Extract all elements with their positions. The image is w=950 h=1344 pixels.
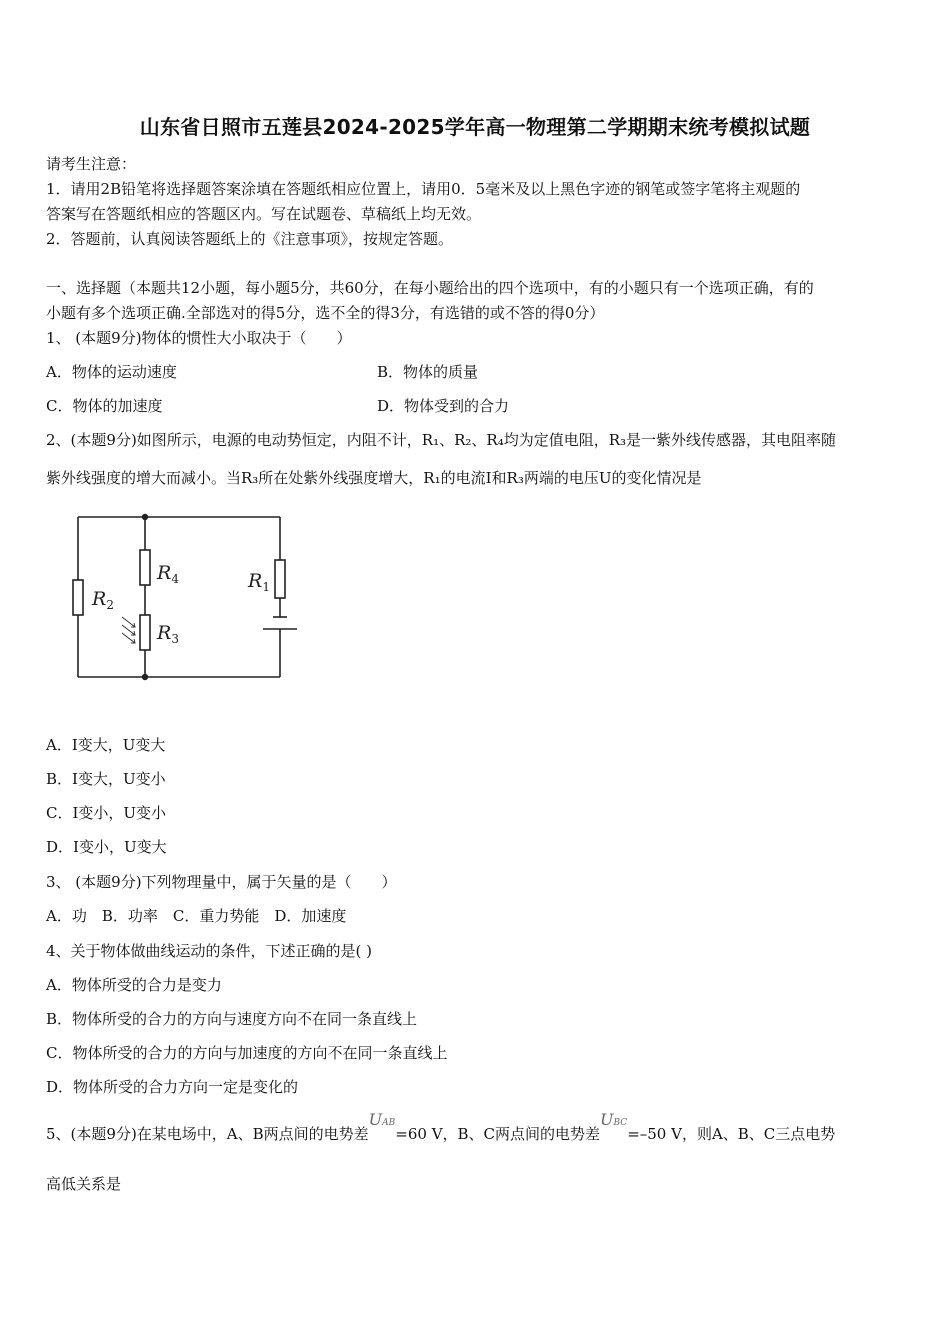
q1-option-a: A．物体的运动速度 xyxy=(46,363,177,381)
r4-resistor-icon xyxy=(140,550,150,585)
q1-option-b: B．物体的质量 xyxy=(377,363,479,381)
q3-stem: 3、 (本题9分)下列物理量中，属于矢量的是（ ） xyxy=(46,873,397,891)
q2-option-a: A．I变大，U变大 xyxy=(46,736,166,754)
q5-part-1: 5、(本题9分)在某电场中，A、B两点间的电势差 xyxy=(46,1125,369,1143)
junction-top-dot xyxy=(142,514,148,520)
section-instructions-line-2: 小题有多个选项正确.全部选对的得5分，选不全的得3分，有选错的或不答的得0分） xyxy=(46,304,605,322)
notice-line-2: 2．答题前，认真阅读答题纸上的《注意事项》，按规定答题。 xyxy=(46,230,454,248)
q5-stem-line-1 xyxy=(46,1110,836,1144)
r3-label: $R_3$ xyxy=(157,622,179,646)
q5-stem-line-2: 高低关系是 xyxy=(46,1175,122,1193)
battery-icon xyxy=(263,617,297,629)
r2-resistor-icon xyxy=(73,580,83,615)
q2-option-c: C．I变小，U变小 xyxy=(46,804,167,822)
notice-line-1a: 1．请用2B铅笔将选择题答案涂填在答题纸相应位置上，请用0．5毫米及以上黑色字迹的钢笔或签字笔将主观题的 xyxy=(46,180,801,198)
r4-label: $R_4$ xyxy=(157,562,179,586)
q4-stem: 4、关于物体做曲线运动的条件，下述正确的是( ) xyxy=(46,942,373,960)
q2-option-b: B．I变大，U变小 xyxy=(46,770,166,788)
junction-bottom-dot xyxy=(142,674,148,680)
q5-u-bc: UBC xyxy=(600,1110,628,1129)
r1-resistor-icon xyxy=(275,560,285,598)
q5-u-ab: UAB xyxy=(368,1110,396,1129)
q5-part-2: =60 V，B、C两点间的电势差 xyxy=(395,1125,601,1143)
q1-option-c: C．物体的加速度 xyxy=(46,397,163,415)
q3-options: A．功 B．功率 C．重力势能 D．加速度 xyxy=(46,907,347,925)
q1-stem: 1、 (本题9分)物体的惯性大小取决于（ ） xyxy=(46,329,352,347)
q2-option-d: D．I变小，U变大 xyxy=(46,838,167,856)
page-title: 山东省日照市五莲县2024-2025学年高一物理第二学期期末统考模拟试题 xyxy=(139,115,811,139)
q4-option-b: B．物体所受的合力的方向与速度方向不在同一条直线上 xyxy=(46,1010,418,1028)
notice-line-1b: 答案写在答题纸相应的答题区内。写在试题卷、草稿纸上均无效。 xyxy=(46,205,482,223)
uv-light-arrows-icon xyxy=(122,617,135,643)
circuit-diagram xyxy=(60,505,310,690)
q2-stem-line-2: 紫外线强度的增大而减小。当R₃所在处紫外线强度增大，R₁的电流I和R₃两端的电压U的变化情况是 xyxy=(46,469,702,487)
q1-option-d: D．物体受到的合力 xyxy=(377,397,510,415)
section-instructions-line-1: 一、选择题（本题共12小题，每小题5分，共60分，在每小题给出的四个选项中，有的小题只有一个选项正确，有的 xyxy=(46,279,814,297)
q4-option-a: A．物体所受的合力是变力 xyxy=(46,976,222,994)
r2-label: $R_2$ xyxy=(92,588,114,612)
q2-stem-line-1: 2、(本题9分)如图所示，电源的电动势恒定，内阻不计，R₁、R₂、R₄均为定值电阻，R₃是一紫外线传感器，其电阻率随 xyxy=(46,431,837,449)
q4-option-d: D．物体所受的合力方向一定是变化的 xyxy=(46,1078,299,1096)
notice-heading: 请考生注意： xyxy=(46,155,137,173)
r1-label: $R_1$ xyxy=(248,570,270,594)
r3-sensor-icon xyxy=(140,615,150,650)
q5-part-3: =–50 V，则A、B、C三点电势 xyxy=(627,1125,836,1143)
q4-option-c: C．物体所受的合力的方向与加速度的方向不在同一条直线上 xyxy=(46,1044,448,1062)
